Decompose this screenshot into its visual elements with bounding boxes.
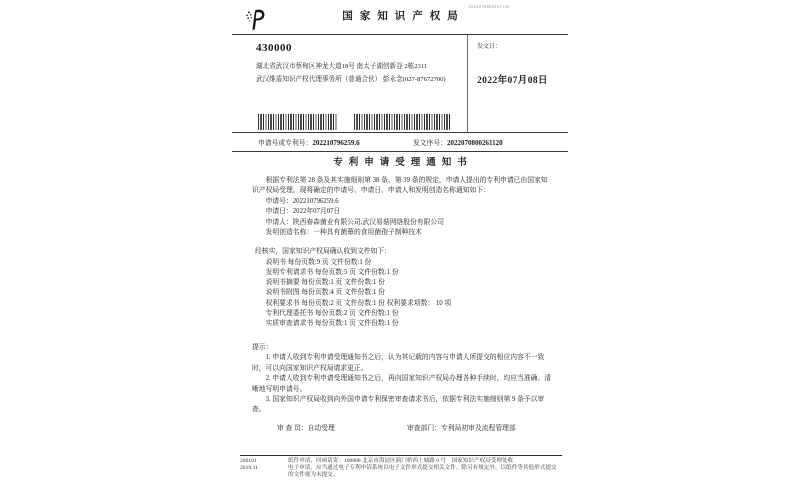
- received-document-item: 权利要求书 每份页数:2 页 文件份数:1 份 权利要求项数： 10 项: [265, 299, 452, 307]
- notice-title: 专利申请受理通知书: [333, 158, 473, 168]
- footer-form-code: 200101: [240, 458, 257, 464]
- department-label: 审查部门：: [407, 425, 441, 432]
- dispatch-barcode: [354, 114, 450, 130]
- footer-efiling-instruction: 电子申请，应当通过电子专利申请系统以电子文件形式提交相关文件。除另有规定外，以纸件等其他形式提交的文件视为未提交。: [288, 465, 557, 478]
- field-label: 申请号：: [265, 197, 293, 205]
- received-document-item: 专利代理委托书 每份页数:2 页 文件份数:1 份: [265, 309, 399, 317]
- application-number-value: 202210796259.6: [312, 139, 360, 147]
- notes-title: 提示：: [252, 344, 273, 351]
- received-documents-list: [266, 258, 550, 329]
- meta-row: [232, 133, 568, 152]
- received-document-item: 实质审查请求书 每份页数:1 页 文件份数:1 份: [265, 320, 399, 328]
- footer-paper-instruction: 纸件申请，回函请寄：100088 北京市海淀区蓟门桥西土城路 6 号 国家知识产权局受理处收: [288, 458, 514, 464]
- footer-row: [240, 458, 562, 465]
- recipient-address-line2: 武汉维盾知识产权代理事务所（普通合伙） 彭永念(027-87672700): [256, 75, 446, 83]
- field-application-no: [266, 197, 550, 207]
- field-value: 202210796259.6: [292, 197, 339, 205]
- patent-acceptance-notice: [232, 0, 568, 500]
- notice-header: [232, 0, 568, 35]
- recipient-block: [232, 35, 568, 133]
- department: [407, 424, 516, 434]
- field-invention-title: [266, 228, 550, 238]
- agency-name: 国家知识产权局: [342, 11, 465, 22]
- dispatch-date-box: [467, 35, 568, 133]
- application-fields: [266, 197, 550, 239]
- received-document-item: 说明书 每份页数:9 页 文件份数:1 份: [265, 258, 372, 266]
- top-serial-number: 2022070800261120: [468, 4, 510, 9]
- form-footer: [240, 455, 562, 479]
- footer-row: [240, 465, 562, 479]
- examiner: [277, 424, 335, 434]
- dispatch-number-label: 发文序号：: [413, 140, 447, 147]
- recipient-address: [256, 43, 456, 85]
- dispatch-number-value: 2022070800261120: [446, 139, 503, 147]
- application-number: [258, 138, 360, 149]
- received-document-item: 说明书附图 每份页数:4 页 文件份数:1 份: [265, 289, 385, 297]
- examiner-value: 自动受理: [307, 425, 335, 432]
- barcode-row: [258, 114, 450, 130]
- intro-paragraph: 根据专利法第 28 条及其实施细则第 38 条、第 39 条的规定，申请人提出的专利申请已由国家知识产权局受理。现将确定的申请号、申请日、申请人和发明创造名称通知如下：: [252, 177, 548, 195]
- field-value: 一种具有菌幕的食用菌孢子制种技术: [313, 229, 422, 237]
- field-label: 申请日：: [265, 208, 293, 216]
- examiner-label: 审 查 员：: [277, 425, 308, 432]
- department-value: 专利局初审及流程管理部: [440, 425, 516, 432]
- field-label: 发明创造名称：: [265, 229, 314, 237]
- dispatch-date-label: 发文日：: [477, 44, 502, 50]
- note-item: 1. 申请人收到专利申请受理通知书之后，认为其记载的内容与申请人所提交的相应内容不一致时，可以向国家知识产权局请求更正。: [252, 354, 545, 372]
- received-document-item: 说明书摘要 每份页数:1 页 文件份数:1 份: [265, 279, 385, 287]
- received-document-item: 发明专利请求书 每份页数:5 页 文件份数:1 份: [265, 269, 399, 277]
- field-applicant: [266, 218, 550, 228]
- recipient-postcode: 430000: [256, 42, 292, 54]
- dispatch-date-value: 2022年07月08日: [477, 76, 548, 87]
- field-value: 陕西春森菌业有限公司,武汉易菇网络股份有限公司: [292, 218, 445, 226]
- notes-section: [252, 343, 552, 416]
- field-value: 2022年07月07日: [292, 208, 341, 216]
- field-label: 申请人：: [265, 218, 293, 226]
- dispatch-number: [413, 138, 503, 149]
- application-number-label: 申请号或专利号：: [258, 140, 313, 147]
- confirmation-line: 经核实，国家知识产权局确认收到文件如下：: [255, 248, 391, 256]
- recipient-address-line1: 湖北省武汉市蔡甸区神龙大道18号 南太子湖创新谷 2栋2311: [256, 63, 428, 71]
- field-filing-date: [266, 207, 550, 217]
- application-barcode: [258, 114, 338, 130]
- notice-body: [252, 176, 550, 329]
- footer-revision-code: 2019.11: [240, 465, 258, 471]
- note-item: 2. 申请人收到专利申请受理通知书之后，再向国家知识产权局办理各种手续时，均应当准确、清晰地写明申请号。: [252, 375, 552, 393]
- note-item: 3. 国家知识产权局收到向外国申请专利保密审查请求书后，依据专利法实施细则第 9 条予以审查。: [252, 396, 545, 414]
